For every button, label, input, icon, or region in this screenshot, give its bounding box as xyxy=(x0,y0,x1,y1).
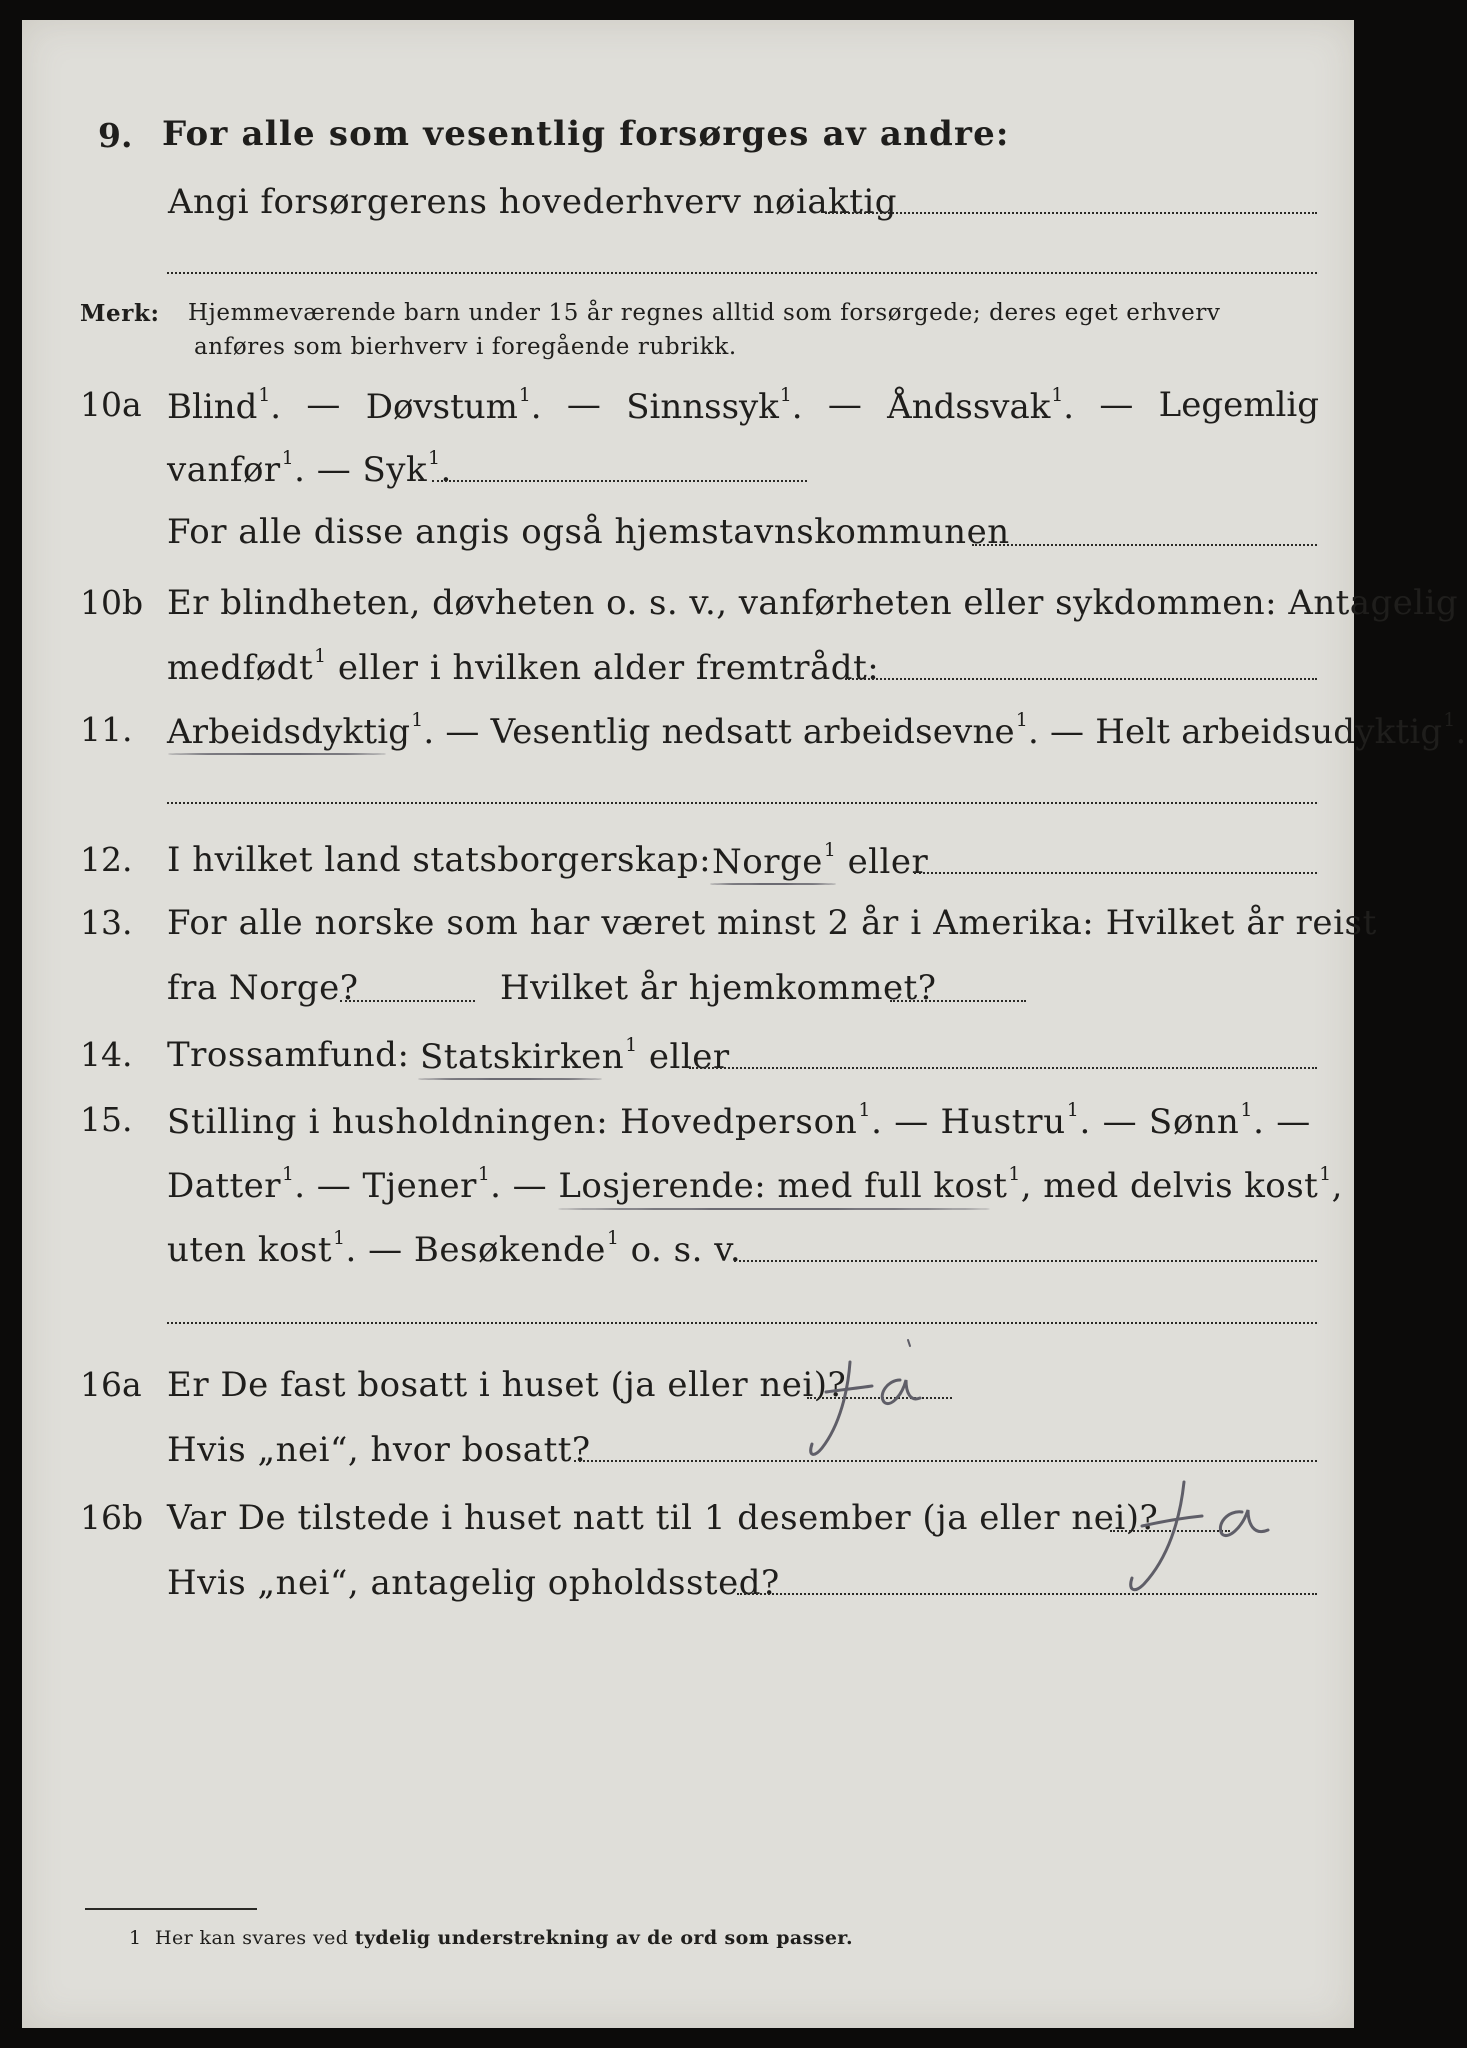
q11-answer-line[interactable] xyxy=(167,802,1317,804)
q15-line-1: Stilling i husholdningen: Hovedperson$^1$. — Hustru$^1$. — Sønn$^1$. — xyxy=(167,1100,1311,1142)
q12-question: I hvilket land statsborgerskap: xyxy=(167,840,712,880)
q11-options: Arbeidsdyktig$^1$. — Vesentlig nedsatt arbeidsevne$^1$. — Helt arbeidsudyktig$^1$. xyxy=(167,710,1467,752)
census-form-page xyxy=(22,20,1467,2028)
footnote-mark: 1 xyxy=(129,1927,142,1949)
q12-pencil-underline xyxy=(710,883,836,885)
q10a-hjemstavn-line[interactable] xyxy=(972,544,1317,546)
q15-answer-line-1[interactable] xyxy=(734,1260,1317,1262)
q16b-number: 16b xyxy=(80,1498,144,1537)
option-statskirken[interactable]: Statskirken$^1$ eller xyxy=(420,1035,730,1077)
dash: — xyxy=(566,385,601,425)
option-legemlig[interactable]: Legemlig xyxy=(1158,385,1319,425)
q10b-alder-line[interactable] xyxy=(845,678,1317,680)
q14-answer-line[interactable] xyxy=(689,1067,1317,1069)
merk-label: Merk: xyxy=(80,300,160,327)
footnote-text: Her kan svares ved tydelig understrekning av de ord som passer. xyxy=(155,1927,853,1949)
q14-pencil-underline xyxy=(418,1078,602,1080)
q9-instruction: Angi forsørgerens hovederhverv nøiaktig xyxy=(168,182,898,222)
q16b-handwritten-answer xyxy=(1102,1460,1292,1610)
q15-number: 15. xyxy=(80,1100,133,1139)
q16a-number: 16a xyxy=(80,1365,142,1404)
option-medfodt[interactable]: medfødt xyxy=(167,647,314,688)
q12-number: 12. xyxy=(80,840,133,879)
q16a-handwritten-answer xyxy=(792,1340,972,1470)
q12-answer-line[interactable] xyxy=(914,872,1317,874)
dash: — xyxy=(1099,385,1134,425)
q10b-line-2: medfødt$^1$ eller i hvilken alder fremtrådt: xyxy=(167,646,880,688)
footnote-rule xyxy=(85,1908,257,1910)
option-blind[interactable]: Blind$^1$. xyxy=(167,385,282,427)
q13-hjemkommet-line[interactable] xyxy=(890,1000,1026,1002)
q13-reist-label: fra Norge? xyxy=(167,968,359,1008)
option-arbeidsdyktig[interactable]: Arbeidsdyktig xyxy=(167,711,411,752)
option-dovstum[interactable]: Døvstum$^1$. xyxy=(365,385,542,427)
q15-line-3: uten kost$^1$. — Besøkende$^1$ o. s. v. xyxy=(167,1228,742,1270)
q10a-number: 10a xyxy=(80,385,142,424)
q10b-line-1: Er blindheten, døvheten o. s. v., vanførheten eller sykdommen: Antagelig xyxy=(167,583,1459,623)
option-losjerende-full-kost[interactable]: Losjerende: med full kost xyxy=(558,1165,1008,1206)
option-andssvak[interactable]: Åndssvak$^1$. xyxy=(887,385,1075,427)
q9-answer-line-2[interactable] xyxy=(167,272,1317,274)
option-norge[interactable]: Norge$^1$ eller xyxy=(712,840,929,882)
q13-hjemkommet-label: Hvilket år hjemkommet? xyxy=(500,968,937,1008)
dash: — xyxy=(827,385,862,425)
q11-pencil-underline xyxy=(168,753,386,755)
q11-number: 11. xyxy=(80,710,133,749)
q16b-followup-line[interactable] xyxy=(737,1593,1317,1595)
q14-number: 14. xyxy=(80,1035,133,1074)
q9-answer-line-1[interactable] xyxy=(825,212,1317,214)
q16b-followup: Hvis „nei“, antagelig opholdssted? xyxy=(167,1563,780,1603)
option-vanfor[interactable]: vanfør$^1$. — Syk$^1$. xyxy=(167,448,452,490)
q9-heading: For alle som vesentlig forsørges av andre: xyxy=(162,114,1010,154)
q10b-number: 10b xyxy=(80,583,144,622)
q10a-hjemstavn-text: For alle disse angis også hjemstavnskommunen xyxy=(167,512,1010,552)
q16b-question: Var De tilstede i huset natt til 1 desember (ja eller nei)? xyxy=(167,1498,1159,1538)
dash: — xyxy=(306,385,341,425)
q13-number: 13. xyxy=(80,903,133,942)
option-sinnssyk[interactable]: Sinnssyk$^1$. xyxy=(626,385,803,427)
q16a-question: Er De fast bosatt i huset (ja eller nei)? xyxy=(167,1365,847,1405)
q16a-followup: Hvis „nei“, hvor bosatt? xyxy=(167,1430,591,1470)
merk-text-line-1: Hjemmeværende barn under 15 år regnes alltid som forsørgede; deres eget erhverv xyxy=(188,300,1221,326)
q9-number: 9. xyxy=(98,116,133,155)
q15-pencil-underline xyxy=(558,1208,990,1210)
merk-text-line-2: anføres som bierhverv i foregående rubrikk. xyxy=(194,334,737,360)
q10a-options-row xyxy=(167,385,1319,427)
q14-question: Trossamfund: xyxy=(167,1035,410,1075)
q15-line-2: Datter$^1$. — Tjener$^1$. — Losjerende: med full kost$^1$, med delvis kost$^1$, xyxy=(167,1164,1343,1206)
q15-answer-line-2[interactable] xyxy=(167,1322,1317,1324)
q13-reist-line[interactable] xyxy=(340,1000,475,1002)
q13-line-1: For alle norske som har været minst 2 år i Amerika: Hvilket år reist xyxy=(167,903,1377,943)
q10a-syk-line[interactable] xyxy=(432,480,807,482)
